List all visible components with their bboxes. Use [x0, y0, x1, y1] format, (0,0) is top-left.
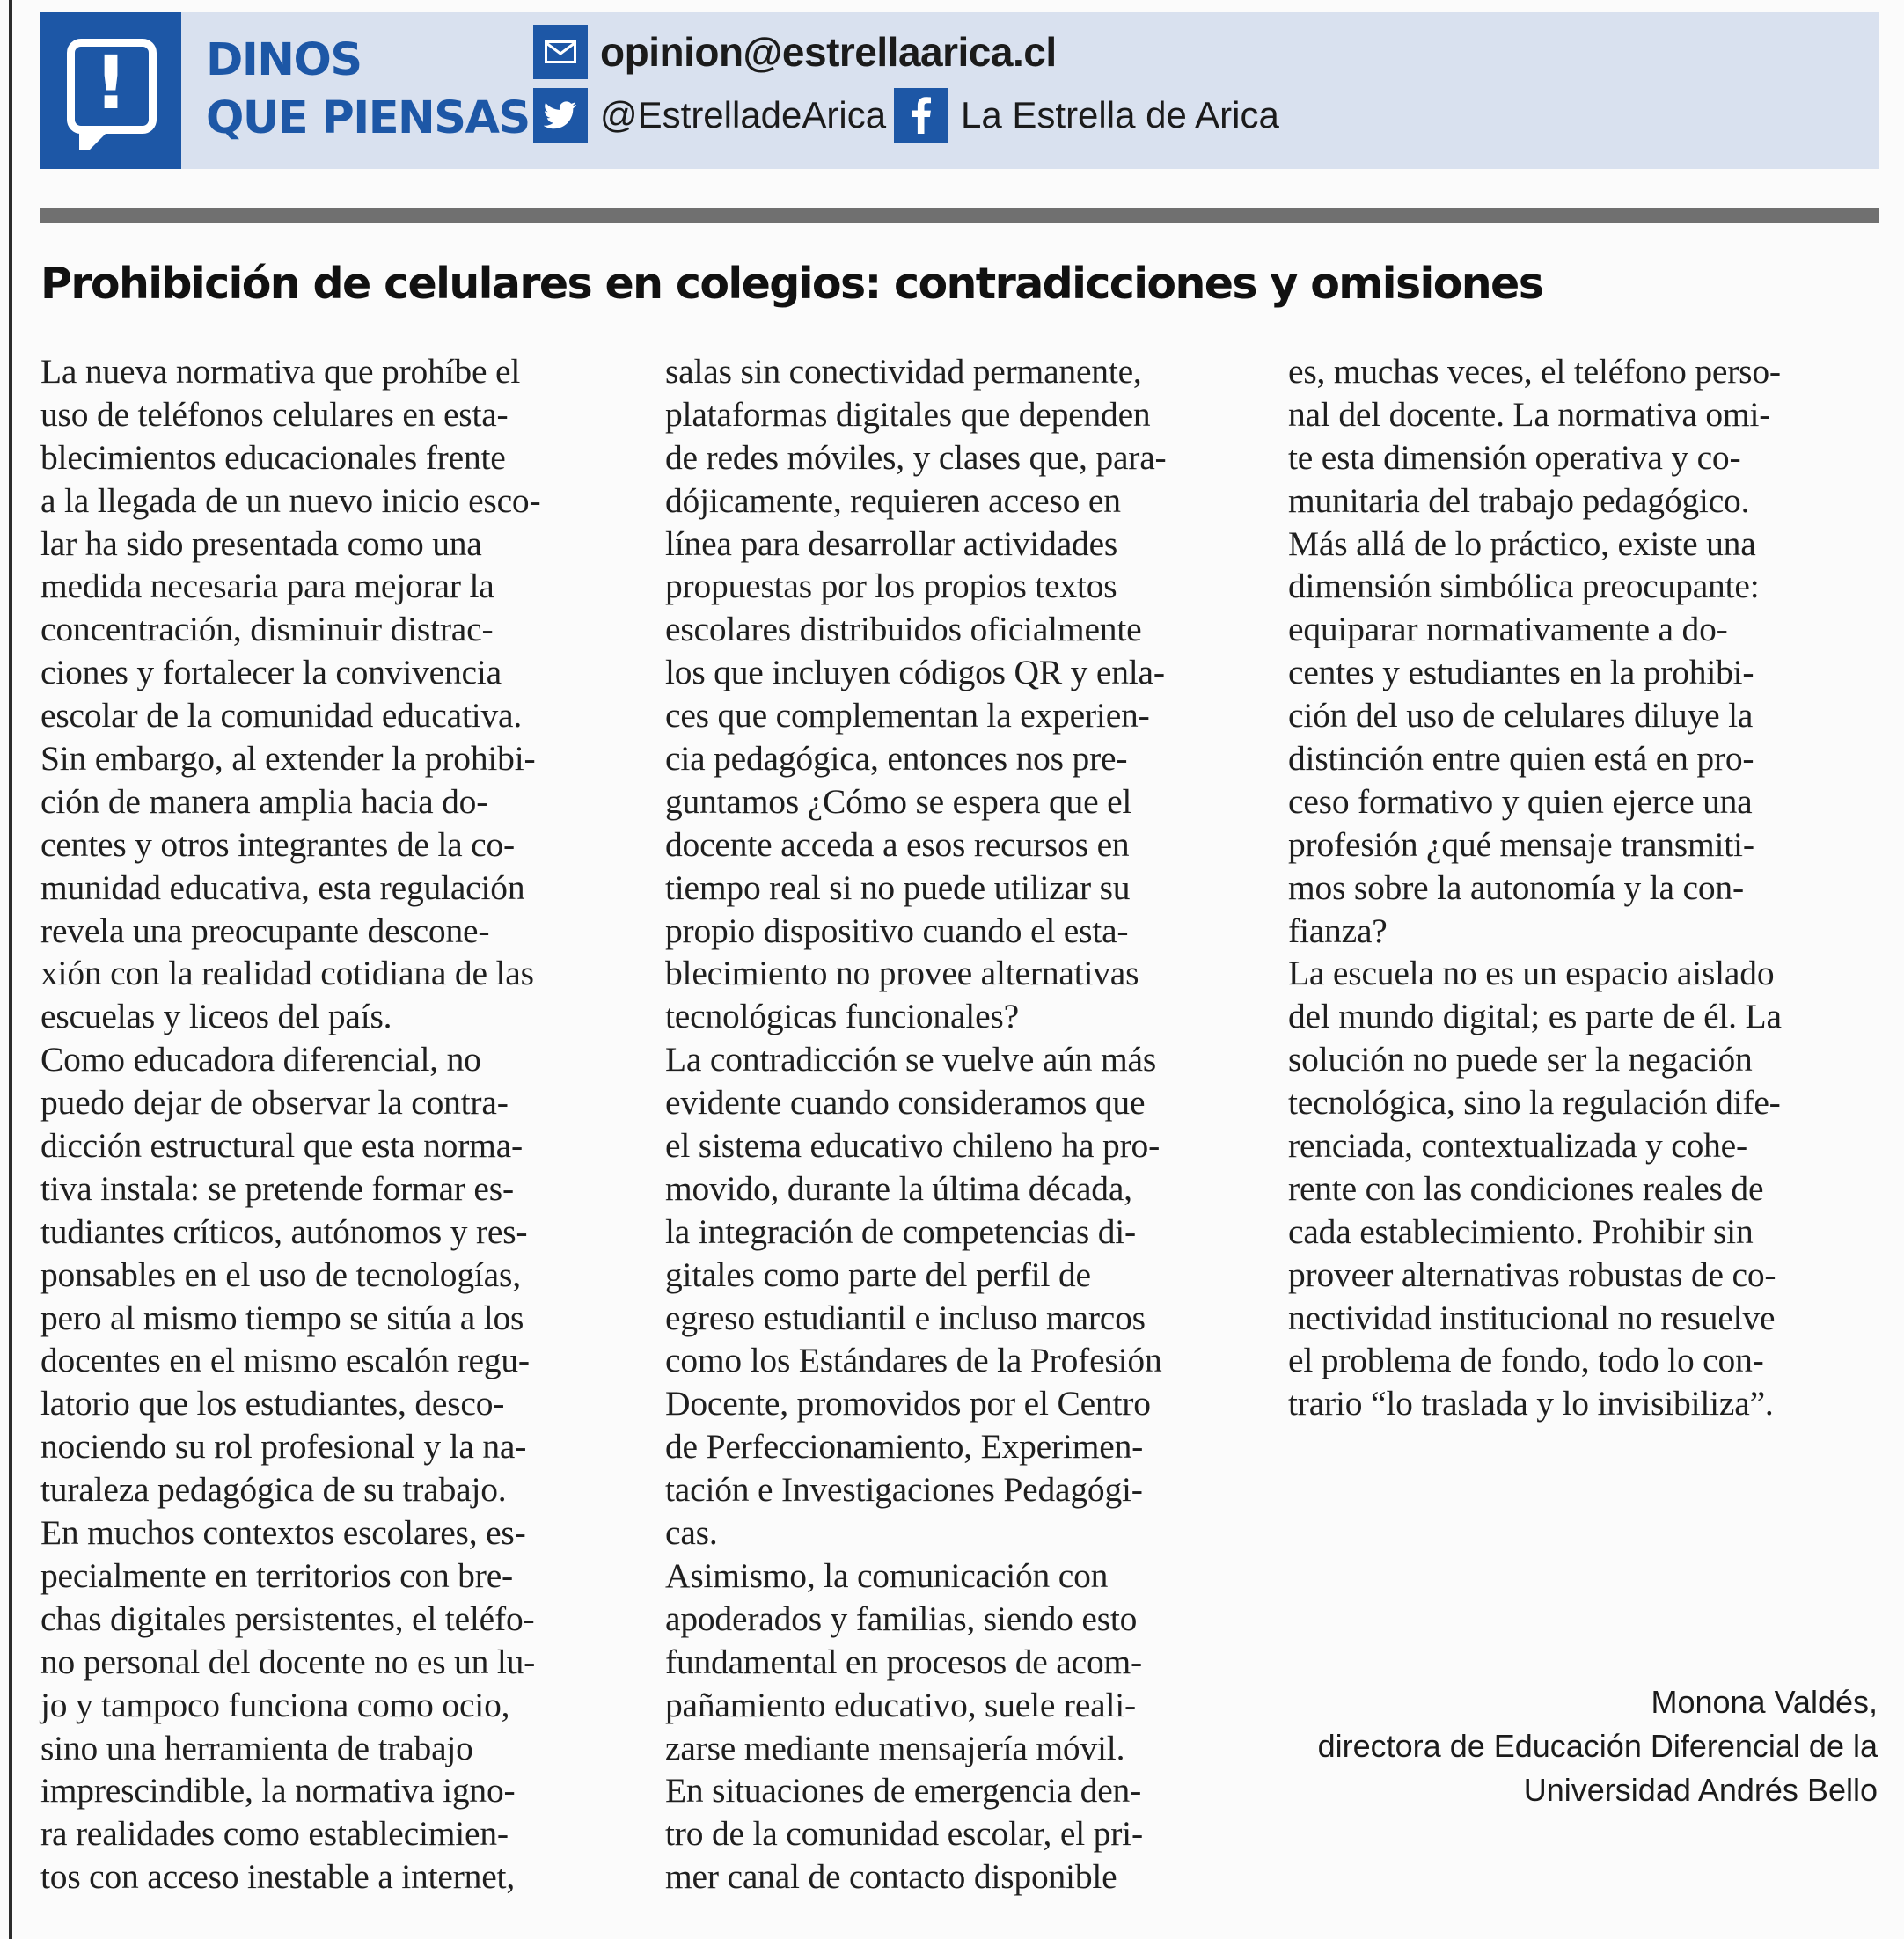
article-text-line: La escuela no es un espacio aislado	[1288, 954, 1775, 993]
twitter-handle[interactable]: @EstrelladeArica	[600, 94, 887, 135]
article-text-line: tación e Investigaciones Pedagógi-	[665, 1470, 1143, 1510]
article-text-line: tecnológica, sino la regulación dife-	[1288, 1083, 1781, 1123]
article-text-line: blecimientos educacionales frente	[40, 437, 506, 477]
article-text-line: movido, durante la última década,	[665, 1168, 1132, 1208]
article-text-line: equiparar normativamente a do-	[1288, 610, 1728, 649]
article-text-line: es, muchas veces, el teléfono perso-	[1288, 352, 1781, 391]
article-text-line: los que incluyen códigos QR y enla-	[665, 653, 1165, 692]
article-text-line: mer canal de contacto disponible	[665, 1857, 1117, 1897]
article-text-line: zarse mediante mensajería móvil.	[665, 1728, 1125, 1767]
author-name: Monona Valdés,	[1651, 1684, 1878, 1720]
article-text-line: la integración de competencias di-	[665, 1211, 1136, 1251]
article-text-line: de Perfeccionamiento, Experimen-	[665, 1427, 1144, 1467]
email-contact[interactable]	[533, 25, 1057, 79]
speech-bubble-tail	[79, 127, 113, 150]
article-text-line: turaleza pedagógica de su trabajo.	[40, 1470, 507, 1510]
article-text-line: nociendo su rol profesional y la na-	[40, 1427, 527, 1467]
facebook-contact[interactable]	[894, 88, 1279, 143]
article-column-2	[665, 350, 1251, 1899]
article-text-line: latorio que los estudiantes, desco-	[40, 1384, 505, 1423]
article-text-line: cada establecimiento. Prohibir sin	[1288, 1211, 1754, 1251]
article-text-line: blecimiento no provee alternativas	[665, 954, 1139, 993]
article-text-line: En situaciones de emergencia den-	[665, 1771, 1142, 1811]
exclamation-icon: !	[93, 40, 128, 126]
twitter-contact[interactable]	[533, 88, 886, 143]
article-text-line: fianza?	[1288, 911, 1388, 950]
article-text-line: cas.	[665, 1513, 718, 1553]
article-text-line: tecnológicas funcionales?	[665, 997, 1019, 1036]
article-text-line: renciada, contextualizada y cohe-	[1288, 1126, 1747, 1166]
article-text-line: concentración, disminuir distrac-	[40, 610, 494, 649]
article-text-line: te esta dimensión operativa y co-	[1288, 437, 1741, 477]
article-text-line: el problema de fondo, todo lo con-	[1288, 1341, 1764, 1380]
article-text-line: ciones y fortalecer la convivencia	[40, 653, 502, 692]
article-text-line: uso de teléfonos celulares en esta-	[40, 394, 509, 434]
article-text-line: Como educadora diferencial, no	[40, 1040, 481, 1079]
article-text-line: el sistema educativo chileno ha pro-	[665, 1126, 1161, 1166]
article-text-line: La contradicción se vuelve aún más	[665, 1040, 1157, 1079]
article-text-line: proveer alternativas robustas de co-	[1288, 1255, 1776, 1294]
article-text-line: evidente cuando consideramos que	[665, 1083, 1146, 1123]
article-text-line: docentes en el mismo escalón regu-	[40, 1341, 530, 1380]
article-text-line: pero al mismo tiempo se sitúa a los	[40, 1298, 524, 1337]
facebook-page[interactable]: La Estrella de Arica	[961, 94, 1279, 135]
article-text-line: ces que complementan la experien-	[665, 696, 1150, 735]
article-text-line: centes y estudiantes en la prohibi-	[1288, 653, 1754, 692]
article-text-line: En muchos contextos escolares, es-	[40, 1513, 526, 1553]
article-text-line: jo y tampoco funciona como ocio,	[40, 1685, 510, 1724]
article-text-line: cia pedagógica, entonces nos pre-	[665, 739, 1128, 779]
article-text-line: dójicamente, requieren acceso en	[665, 480, 1121, 520]
article-text-line: Docente, promovidos por el Centro	[665, 1384, 1151, 1423]
article-text-line: ceso formativo y quien ejerce una	[1288, 781, 1753, 821]
article-text-line: fundamental en procesos de acom-	[665, 1642, 1142, 1681]
author-role-line2: Universidad Andrés Bello	[1523, 1772, 1878, 1808]
article-text-line: guntamos ¿Cómo se espera que el	[665, 781, 1132, 821]
article-text-line: dimensión simbólica preocupante:	[1288, 567, 1760, 606]
article-text-line: tudiantes críticos, autónomos y res-	[40, 1211, 528, 1251]
article-text-line: nal del docente. La normativa omi-	[1288, 394, 1771, 434]
author-role-line1: directora de Educación Diferencial de la	[1317, 1728, 1878, 1764]
article-text-line: no personal del docente no es un lu-	[40, 1642, 536, 1681]
article-text-line: apoderados y familias, siendo esto	[665, 1599, 1138, 1638]
article-text-line: xión con la realidad cotidiana de las	[40, 954, 534, 993]
section-title-line2: QUE PIENSAS	[206, 92, 530, 144]
article-text-line: chas digitales persistentes, el teléfo-	[40, 1599, 535, 1638]
article-text-line: a la llegada de un nuevo inicio esco-	[40, 480, 541, 520]
article-text-line: egreso estudiantil e incluso marcos	[665, 1298, 1146, 1337]
section-divider	[40, 208, 1879, 223]
article-text-line: trario “lo traslada y lo invisibiliza”.	[1288, 1384, 1774, 1423]
article-text-line: ra realidades como establecimien-	[40, 1814, 509, 1854]
article-text-line: La nueva normativa que prohíbe el	[40, 352, 521, 391]
article-text-line: propio dispositivo cuando el esta-	[665, 911, 1129, 950]
article-text-line: escolares distribuidos oficialmente	[665, 610, 1142, 649]
opinion-logo	[40, 12, 181, 169]
article-text-line: tro de la comunidad escolar, el pri-	[665, 1814, 1143, 1854]
article-text-line: Más allá de lo práctico, existe una	[1288, 523, 1756, 563]
article-text-line: sino una herramienta de trabajo	[40, 1728, 473, 1767]
article-text-line: de redes móviles, y clases que, para-	[665, 437, 1167, 477]
article-text-line: escolar de la comunidad educativa.	[40, 696, 523, 735]
article-text-line: dicción estructural que esta norma-	[40, 1126, 523, 1166]
article-text-line: tiva instala: se pretende formar es-	[40, 1168, 514, 1208]
article-text-line: profesión ¿qué mensaje transmiti-	[1288, 824, 1754, 864]
article-text-line: del mundo digital; es parte de él. La	[1288, 997, 1782, 1036]
article-column-3	[1288, 350, 1874, 1425]
article-text-line: propuestas por los propios textos	[665, 567, 1117, 606]
page-left-rule	[9, 0, 12, 1939]
envelope-icon	[533, 25, 588, 79]
article-text-line: centes y otros integrantes de la co-	[40, 824, 516, 864]
section-title-line1: DINOS	[206, 34, 362, 86]
article-text-line: escuelas y liceos del país.	[40, 997, 392, 1036]
article-text-line: tiempo real si no puede utilizar su	[665, 867, 1131, 907]
article-text-line: tos con acceso inestable a internet,	[40, 1857, 515, 1897]
article-text-line: munitaria del trabajo pedagógico.	[1288, 480, 1750, 520]
section-title	[206, 32, 540, 148]
facebook-icon	[894, 88, 948, 143]
article-text-line: plataformas digitales que dependen	[665, 394, 1151, 434]
article-text-line: Sin embargo, al extender la prohibi-	[40, 739, 536, 779]
twitter-icon	[533, 88, 588, 143]
article-text-line: como los Estándares de la Profesión	[665, 1341, 1162, 1380]
article-text-line: munidad educativa, esta regulación	[40, 867, 525, 907]
article-text-line: mos sobre la autonomía y la con-	[1288, 867, 1744, 907]
article-column-1	[40, 350, 626, 1899]
article-text-line: imprescindible, la normativa igno-	[40, 1771, 516, 1811]
article-text-line: ción del uso de celulares diluye la	[1288, 696, 1754, 735]
article-text-line: salas sin conectividad permanente,	[665, 352, 1142, 391]
article-text-line: distinción entre quien está en pro-	[1288, 739, 1754, 779]
article-text-line: rente con las condiciones reales de	[1288, 1168, 1764, 1208]
article-text-line: pecialmente en territorios con bre-	[40, 1555, 513, 1595]
article-headline: Prohibición de celulares en colegios: contradicciones y omisiones	[40, 259, 1543, 309]
article-text-line: gitales como parte del perfil de	[665, 1255, 1091, 1294]
article-text-line: docente acceda a esos recursos en	[665, 824, 1130, 864]
author-signature	[1174, 1680, 1878, 1812]
article-text-line: solución no puede ser la negación	[1288, 1040, 1753, 1079]
email-address[interactable]: opinion@estrellaarica.cl	[600, 29, 1057, 75]
article-text-line: pañamiento educativo, suele reali-	[665, 1685, 1136, 1724]
article-text-line: Asimismo, la comunicación con	[665, 1555, 1109, 1595]
article-text-line: línea para desarrollar actividades	[665, 523, 1118, 563]
article-text-line: ponsables en el uso de tecnologías,	[40, 1255, 521, 1294]
article-text-line: revela una preocupante descone-	[40, 911, 490, 950]
article-text-line: ción de manera amplia hacia do-	[40, 781, 488, 821]
article-text-line: lar ha sido presentada como una	[40, 523, 482, 563]
article-text-line: nectividad institucional no resuelve	[1288, 1298, 1776, 1337]
article-text-line: puedo dejar de observar la contra-	[40, 1083, 509, 1123]
article-text-line: medida necesaria para mejorar la	[40, 567, 494, 606]
